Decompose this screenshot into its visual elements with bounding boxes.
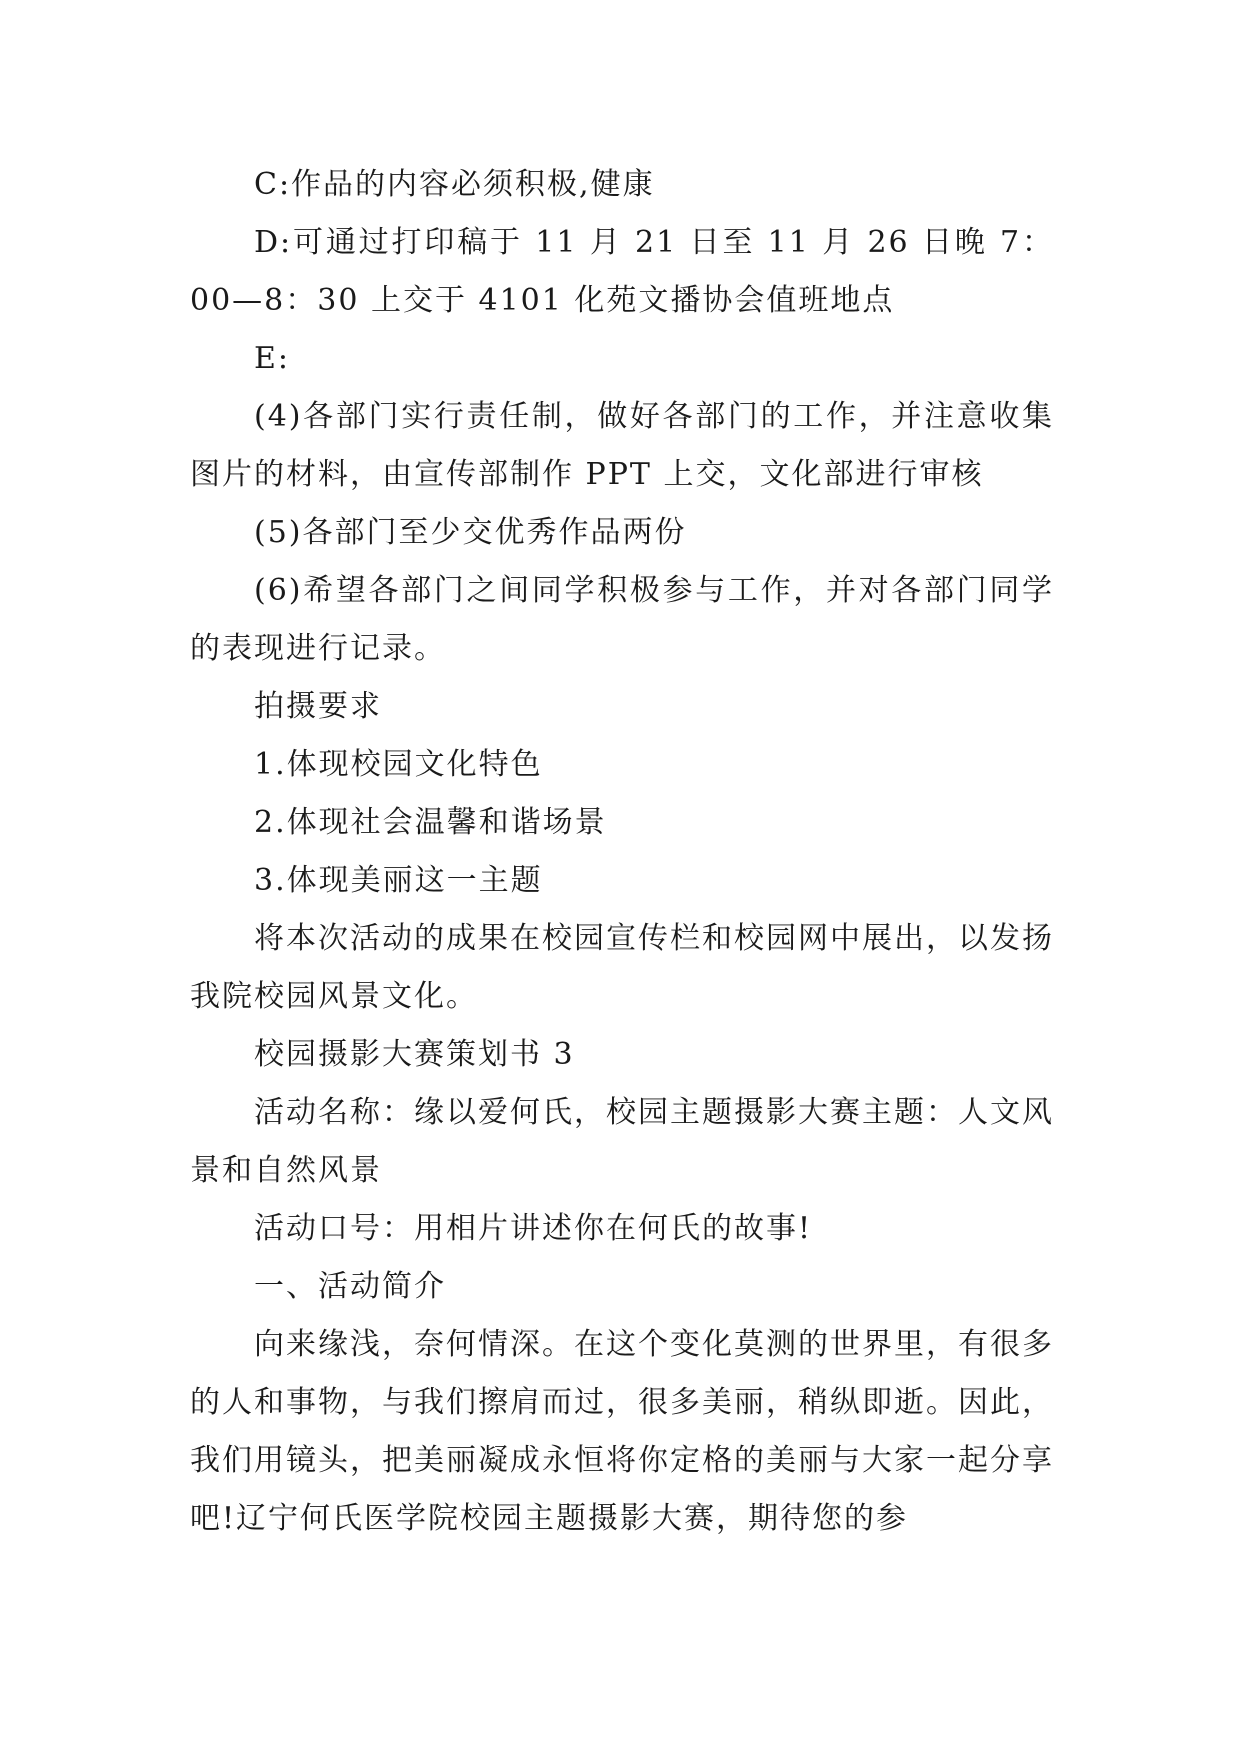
- paragraph-item-6: (6)希望各部门之间同学积极参与工作，并对各部门同学的表现进行记录。: [190, 573, 1054, 666]
- paragraph-item-c: C:作品的内容必须积极,健康: [254, 167, 655, 202]
- paragraph-activity-name: 活动名称：缘以爱何氏，校园主题摄影大赛主题：人文风景和自然风景: [190, 1095, 1054, 1188]
- document-body: [190, 156, 1054, 1548]
- requirement-item-3: 3.体现美丽这一主题: [254, 863, 543, 898]
- paragraph-item-d: D:可通过打印稿于 11 月 21 日至 11 月 26 日晚 7：00—8：30 上交于 4101 化苑文播协会值班地点: [190, 225, 1054, 318]
- paragraph-exhibition: 将本次活动的成果在校园宣传栏和校园网中展出，以发扬我院校园风景文化。: [190, 921, 1054, 1014]
- paragraph-item-e: E:: [254, 341, 291, 376]
- requirement-item-2: 2.体现社会温馨和谐场景: [254, 805, 607, 840]
- section-heading-intro: 一、活动简介: [254, 1269, 446, 1304]
- section-title-plan-3: 校园摄影大赛策划书 3: [254, 1037, 575, 1072]
- paragraph-activity-slogan: 活动口号：用相片讲述你在何氏的故事!: [254, 1211, 813, 1246]
- section-heading-shooting-requirements: 拍摄要求: [254, 689, 382, 724]
- paragraph-intro-body: 向来缘浅，奈何情深。在这个变化莫测的世界里，有很多的人和事物，与我们擦肩而过，很多美丽，稍纵即逝。因此，我们用镜头，把美丽凝成永恒将你定格的美丽与大家一起分享吧!辽宁何氏医学院校园主题摄影大赛，期待您的参: [190, 1327, 1054, 1536]
- paragraph-item-5: (5)各部门至少交优秀作品两份: [254, 515, 687, 550]
- requirement-item-1: 1.体现校园文化特色: [254, 747, 543, 782]
- paragraph-item-4: (4)各部门实行责任制，做好各部门的工作，并注意收集图片的材料，由宣传部制作 PPT 上交，文化部进行审核: [190, 399, 1054, 492]
